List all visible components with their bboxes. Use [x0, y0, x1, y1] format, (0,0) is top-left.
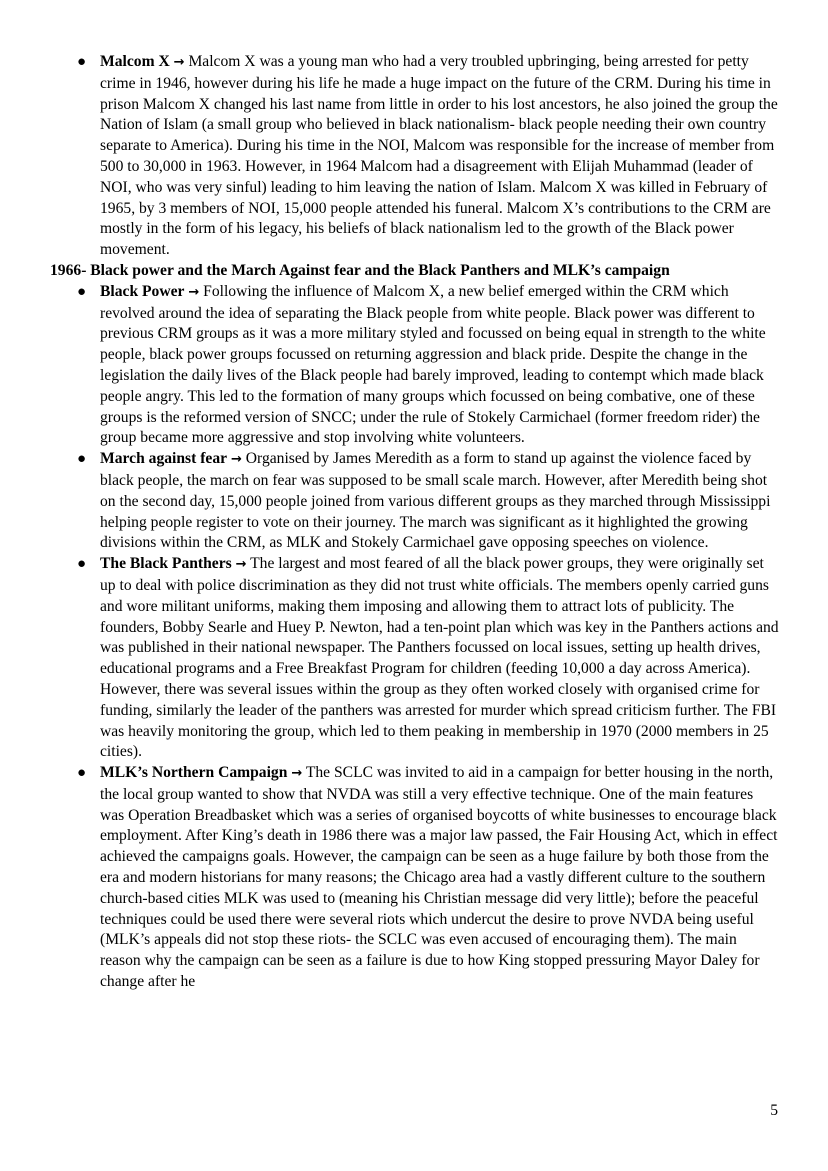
item-text: The SCLC was invited to aid in a campaign for better housing in the north, the local group wanted to show that NVDA was still a very effective technique. One of the main features was Operation Breadbasket which was a series of organised boycotts of white businesses to encourage black employment. After King’s death in 1986 there was a major law passed, the Fair Housing Act, which in effect achieved the campaigns goals. However, the campaign can be seen as a huge failure by both those from the era and modern historians for many reasons; the Chicago area had a vastly different culture to the southern church-based cities MLK was used to (meaning his Christian message did very little); before the peaceful techniques could be used there were several riots which undercut the desire to prove NVDA being useful (MLK’s appeals did not stop these riots- the SCLC was even accused of encouraging them). The main reason why the campaign can be seen as a failure is due to how King stopped pressuring Mayor Daley for change after he	[100, 764, 778, 991]
item-term: March against fear	[100, 450, 228, 468]
item-term: Black Power	[100, 282, 185, 300]
bullet-icon: ●	[77, 765, 87, 782]
bullet-icon: ●	[77, 556, 87, 573]
section-heading-1966: 1966- Black power and the March Against fear and the Black Panthers and MLK’s campaign	[50, 261, 670, 279]
item-text: The largest and most feared of all the black power groups, they were originally set up to deal with police discrimination as they did not trust white officials. The members openly carried guns and wore militant uniforms, making them imposing and allowing them to attract lots of publicity. The founders, Bobby Searle and Huey P. Newton, had a ten-point plan which was key in the Panthers actions and was published in their national newspaper. The Panthers focussed on local issues, setting up health drives, educational programs and a Free Breakfast Program for children (feeding 10,000 a day across America). However, there was several issues within the group as they often worked closely with organised crime for funding, similarly the leader of the panthers was arrested for murder which spread criticism further. The FBI was heavily monitoring the group, which led to them peaking in membership in 1970 (2000 members in 25 cities).	[100, 555, 779, 761]
bullet-list-2	[50, 282, 780, 993]
item-text: Organised by James Meredith as a form to stand up against the violence faced by black people, the march on fear was supposed to be small scale march. However, after Meredith being shot on the second day, 15,000 people joined from various different groups as they marched through Mississippi helping people register to vote on their journey. The march was significant as it highlighted the growing divisions within the CRM, as MLK and Stokely Carmichael gave opposing speeches on violence.	[100, 450, 771, 552]
page-number: 5	[770, 1102, 778, 1119]
item-term: Malcom X	[100, 53, 170, 70]
bullet-list-1	[50, 52, 780, 261]
item-text: Following the influence of Malcom X, a new belief emerged within the CRM which revolved around the idea of separating the Black people from white people. Black power was different to previous CRM groups as it was a more military styled and focussed on being equal in strength to the white people, black power groups focussed on returning aggression and black pride. Despite the change in the legislation the daily lives of the Black people had barely improved, leading to contempt which made black people angry. This led to the formation of many groups which focussed on being combative, one of these groups is the reformed version of SNCC; under the rule of Stokely Carmichael (former freedom rider) the group became more aggressive and stop involving white volunteers.	[100, 282, 766, 447]
arrow-icon: →	[230, 452, 242, 468]
bullet-icon: ●	[77, 54, 87, 70]
arrow-icon: →	[188, 284, 200, 300]
list-item-mlk-northern-campaign	[50, 763, 780, 993]
item-text: Malcom X was a young man who had a very troubled upbringing, being arrested for petty crime in 1946, however during his life he made a huge impact on the future of the CRM. During his time in prison Malcom X changed his last name from little in order to his lost ancestors, he also joined the group the Nation of Islam (a small group who believed in black nationalism- black people needing their own country separate to America). During his time in the NOI, Malcom was responsible for the increase of member from 500 to 30,000 in 1963. However, in 1964 Malcom had a disagreement with Elijah Muhammad (leader of NOI, who was very sinful) leading to him leaving the nation of Islam. Malcom X was killed in February of 1965, by 3 members of NOI, 15,000 people attended his funeral. Malcom X’s contributions to the CRM are mostly in the form of his legacy, his beliefs of black nationalism led to the growth of the Black power movement.	[100, 53, 778, 259]
bullet-icon: ●	[77, 451, 87, 468]
item-term: The Black Panthers	[100, 555, 232, 573]
arrow-icon: →	[291, 766, 303, 782]
list-item-black-panthers	[50, 554, 780, 763]
item-term: MLK’s Northern Campaign	[100, 764, 288, 782]
arrow-icon: →	[235, 557, 247, 573]
list-item-march-against-fear	[50, 449, 780, 554]
bullet-icon: ●	[77, 283, 87, 300]
page-content	[50, 52, 780, 993]
list-item-black-power	[50, 282, 780, 449]
list-item-malcom-x	[50, 52, 780, 261]
arrow-icon: →	[173, 55, 185, 70]
